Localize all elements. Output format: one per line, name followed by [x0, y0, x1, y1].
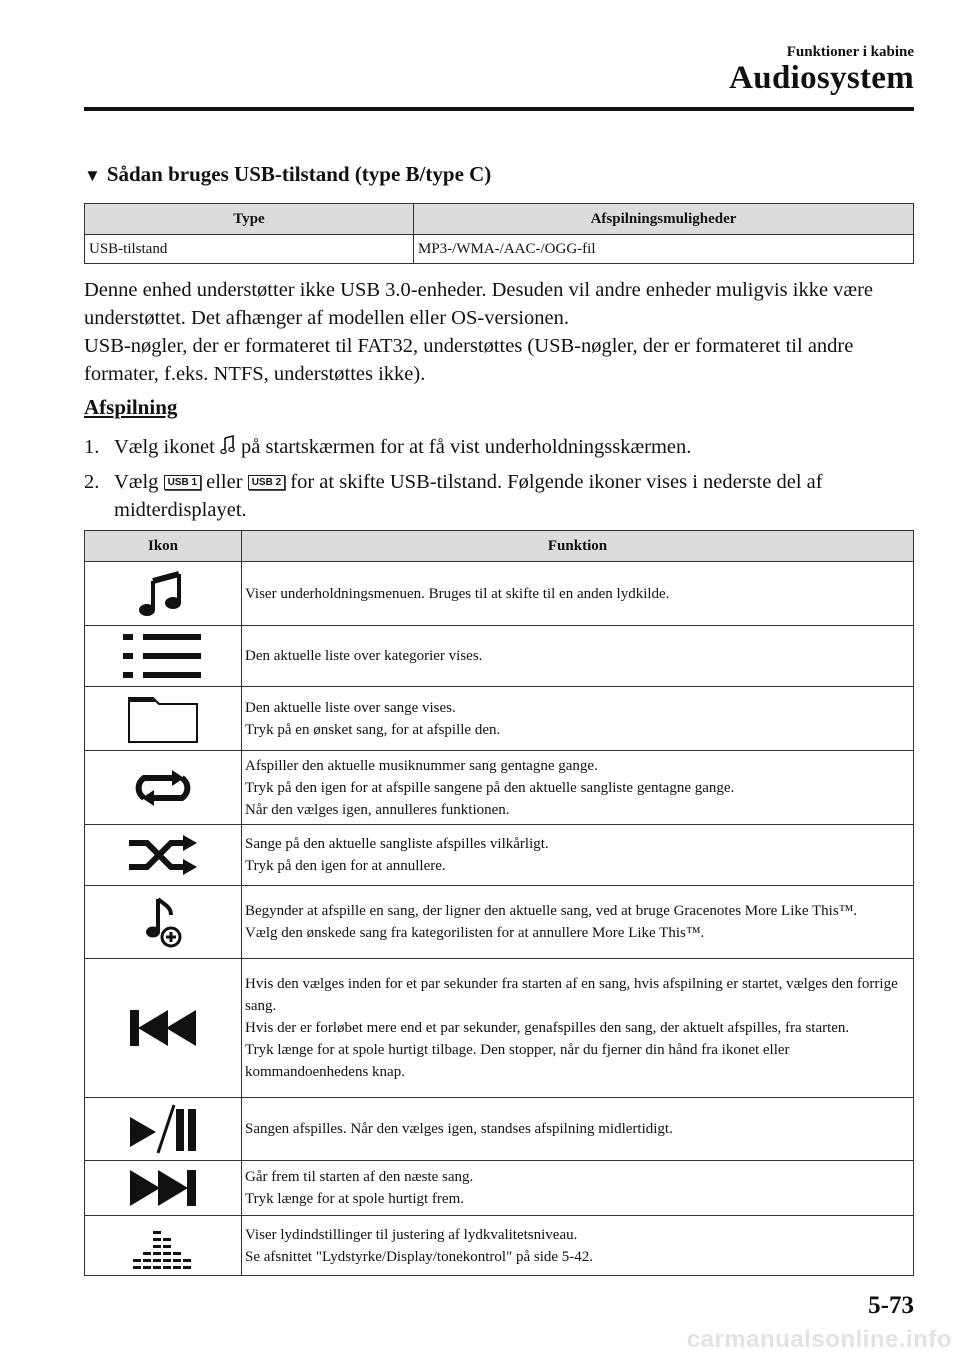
description-line: Tryk længe for at spole hurtigt tilbage. Den stopper, når du fjerner din hånd fra ikonet eller kommandoenhedens knap.: [245, 1042, 790, 1080]
table-row: [85, 235, 914, 264]
usb-1-button-label: USB 1: [164, 475, 201, 490]
paragraph: Denne enhed understøtter ikke USB 3.0-enheder. Desuden vil andre enheder muligvis ikke være understøttet. Det afhænger af modellen eller OS-versionen.: [84, 279, 874, 329]
triangle-marker-icon: ▼: [84, 166, 101, 185]
previous-track-icon: [85, 1008, 241, 1048]
description-line: Tryk længe for at spole hurtigt frem.: [245, 1191, 465, 1207]
description-line: Vælg den ønskede sang fra kategorilisten for at annullere More Like This™.: [245, 925, 705, 941]
subheading: Afspilning: [84, 395, 178, 419]
usb-2-button-label: USB 2: [248, 475, 285, 490]
header-divider: [84, 107, 914, 111]
table-row: [85, 562, 914, 626]
list-icon: [85, 632, 241, 680]
table-row: [85, 886, 914, 959]
table-header-row: [85, 531, 914, 562]
table-row: [85, 751, 914, 825]
description-line: Tryk på den igen for at annullere.: [245, 858, 446, 874]
description-line: Den aktuelle liste over sange vises.: [245, 699, 456, 716]
page-number: 5-73: [868, 1292, 914, 1319]
header-section-label: Funktioner i kabine: [786, 44, 914, 60]
equalizer-icon: [85, 1222, 241, 1270]
step-text: Vælg: [114, 471, 159, 493]
table-row: [85, 687, 914, 751]
description-line: Når den vælges igen, annulleres funktionen.: [245, 801, 510, 818]
watermark: carmanualsonline.info: [686, 1326, 952, 1353]
folder-icon: [85, 694, 241, 744]
table-row: [85, 1216, 914, 1276]
step-text: på startskærmen for at få vist underholdningsskærmen.: [241, 436, 692, 458]
more-like-this-icon: [85, 895, 241, 949]
description-line: Den aktuelle liste over kategorier vises.: [245, 648, 483, 664]
description-line: Tryk på den igen for at afspille sangene på den aktuelle sangliste gentagne gange.: [245, 779, 735, 796]
paragraph: USB-nøgler, der er formateret til FAT32, understøttes (USB-nøgler, der er formateret til andre formater, f.eks. NTFS, understøttes ikke).: [84, 335, 854, 385]
intro-text: [84, 276, 914, 388]
table-header-cell: Afspilningsmuligheder: [414, 204, 914, 235]
table-cell: MP3-/WMA-/AAC-/OGG-fil: [414, 235, 914, 264]
music-note-icon: [220, 434, 236, 464]
shuffle-icon: [85, 833, 241, 877]
music-note-icon: [85, 569, 241, 619]
repeat-icon: [85, 768, 241, 808]
table-row: [85, 825, 914, 886]
list-item: [84, 433, 914, 464]
list-item: [84, 468, 914, 524]
description-line: Begynder at afspille en sang, der ligner den aktuelle sang, ved at bruge Gracenotes More Like This™.: [245, 903, 858, 919]
step-number: 1.: [84, 436, 100, 458]
play-pause-icon: [85, 1103, 241, 1155]
step-text: eller: [206, 471, 243, 493]
description-line: Afspiller den aktuelle musiknummer sang gentagne gange.: [245, 757, 598, 774]
table-row: [85, 1098, 914, 1161]
description-line: Tryk på en ønsket sang, for at afspille den.: [245, 721, 501, 738]
description-line: Sangen afspilles. Når den vælges igen, standses afspilning midlertidigt.: [245, 1121, 673, 1137]
description-line: Viser underholdningsmenuen. Bruges til at skifte til en anden lydkilde.: [245, 585, 670, 602]
description-line: Viser lydindstillinger til justering af lydkvalitetsniveau.: [245, 1226, 578, 1243]
step-number: 2.: [84, 471, 100, 493]
table-row: [85, 626, 914, 687]
steps-list: [84, 433, 914, 528]
section-heading-text: Sådan bruges USB-tilstand (type B/type C): [106, 162, 492, 186]
table-header-cell: Funktion: [242, 531, 914, 562]
description-line: Sange på den aktuelle sangliste afspilles vilkårligt.: [245, 836, 549, 852]
description-line: Hvis den vælges inden for et par sekunder fra starten af en sang, hvis afspilning er startet, vælges den forrige sang.: [245, 976, 898, 1014]
description-line: Se afsnittet "Lydstyrke/Display/tonekontrol" på side 5-42.: [245, 1248, 594, 1265]
icon-function-table: [84, 530, 914, 1276]
table-row: [85, 959, 914, 1098]
description-line: Hvis der er forløbet mere end et par sekunder, genafspilles den sang, der aktuelt afspilles, fra starten.: [245, 1020, 850, 1036]
type-table: [84, 203, 914, 264]
section-heading: [84, 162, 491, 187]
description-line: Går frem til starten af den næste sang.: [245, 1169, 474, 1185]
table-header-row: [85, 204, 914, 235]
step-text: Vælg ikonet: [114, 436, 215, 458]
page-title: Audiosystem: [729, 60, 914, 96]
table-header-cell: Ikon: [85, 531, 242, 562]
table-cell: USB-tilstand: [85, 235, 414, 264]
table-row: [85, 1161, 914, 1216]
next-track-icon: [85, 1168, 241, 1208]
table-header-cell: Type: [85, 204, 414, 235]
step-text: for at skifte USB-tilstand. Følgende ikoner vises i nederste del af midterdisplayet.: [114, 471, 823, 521]
